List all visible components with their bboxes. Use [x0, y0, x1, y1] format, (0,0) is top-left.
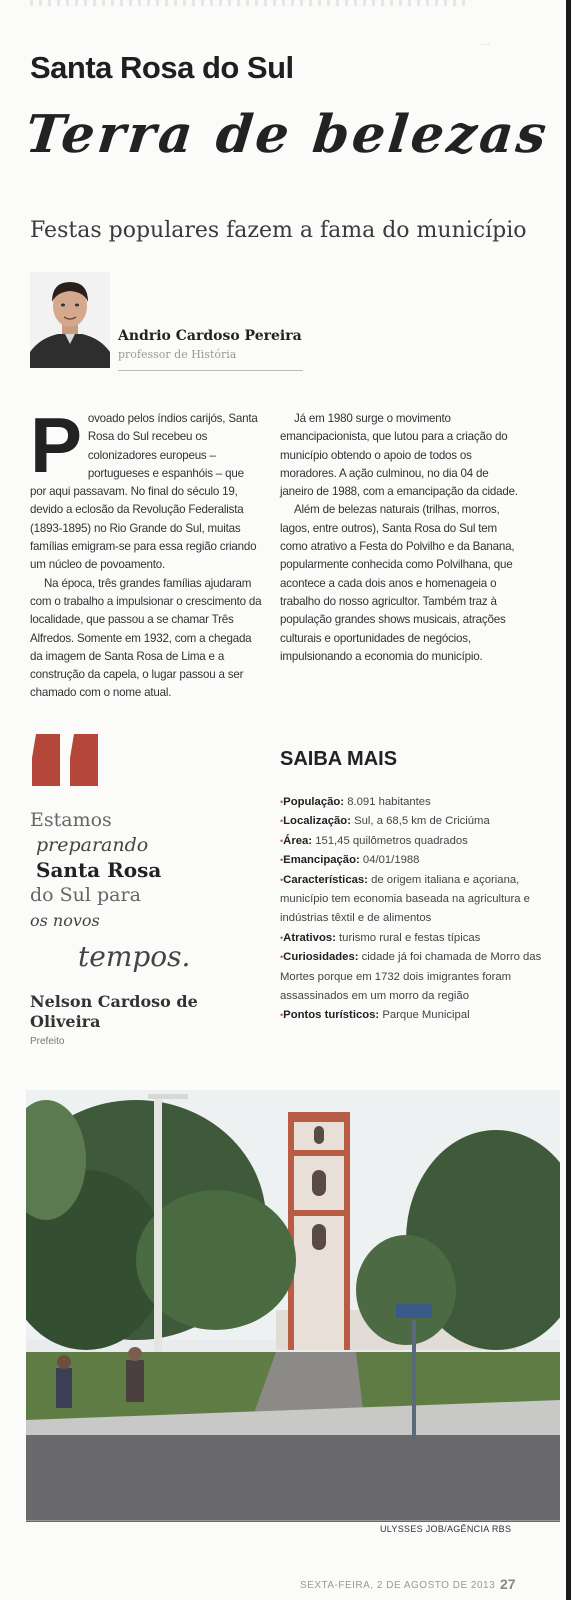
print-specks: ·· ·· — [480, 42, 490, 48]
quote-author: Nelson Cardoso de Oliveira — [30, 992, 198, 1031]
quote-line: Santa Rosa — [36, 858, 162, 882]
body-paragraph: Além de belezas naturais (trilhas, morros, lagos, entre outros), Santa Rosa do Sul tem como atrativo a Festa do Polvilho e da Banana, popularmente conhecida como Polvilhana, que acontece a cada dois anos e homenageia o trabalho do nosso agricultor. Também traz à população grandes shows musicais, atrações culturais e oportunidades de negócios, impulsionando a economia do município. — [280, 503, 515, 663]
author-name: Andrio Cardoso Pereira — [118, 328, 302, 344]
body-paragraph: Na época, três grandes famílias ajudaram com o trabalho a impulsionar o crescimento da localidade, que passou a se chamar Três Alfredos. Somente em 1932, com a chegada da imagem de Santa Rosa de Lima e a construção da capela, o lugar passou a ser chamado com o nome atual. — [30, 576, 262, 700]
pull-quote — [30, 808, 260, 975]
footer-date: SEXTA-FEIRA, 2 DE AGOSTO DE 2013 — [300, 1580, 496, 1591]
subhead: Festas populares fazem a fama do município — [30, 218, 527, 243]
kicker-title: Santa Rosa do Sul — [30, 50, 294, 85]
quote-author-role: Prefeito — [30, 1036, 65, 1047]
fact-item: • População: 8.091 habitantes — [280, 793, 542, 812]
photo-credit: ULYSSES JOB/AGÊNCIA RBS — [380, 1524, 512, 1534]
quote-line: tempos. — [78, 940, 191, 973]
print-noise — [30, 0, 470, 6]
body-paragraph: ovoado pelos índios carijós, Santa Rosa do Sul recebeu os colonizadores europeus – portugueses e espanhóis – que por aqui passavam. No final do século 19, devido a eclosão da Revolução Federalista (1893-1895) no Rio Grande do Sul, muitas famílias emigram-se para essa região criando um núcleo de povoamento. — [30, 412, 258, 572]
facts-list — [280, 793, 542, 1026]
fact-item: • Características: de origem italiana e açoriana, município tem economia baseada na agricultura e indústrias têxtil e de alimentos — [280, 871, 542, 929]
author-role: professor de História — [118, 348, 237, 361]
body-column-2 — [280, 410, 520, 666]
author-divider — [118, 370, 303, 371]
sidebar-title: SAIBA MAIS — [280, 748, 398, 770]
quote-mark-icon — [30, 730, 104, 790]
quote-line: preparando — [36, 834, 149, 856]
headline: Terra de belezas — [22, 104, 552, 165]
fact-item: • Pontos turísticos: Parque Municipal — [280, 1006, 542, 1025]
fact-item: • Curiosidades: cidade já foi chamada de Morro das Mortes porque em 1732 dois imigrantes foram assassinados em um morro da região — [280, 948, 542, 1006]
town-square-photo — [26, 1090, 560, 1522]
author-photo — [30, 272, 110, 368]
body-column-1 — [30, 401, 262, 703]
fact-item: • Localização: Sul, a 68,5 km de Criciúma — [280, 812, 542, 831]
page-number: 27 — [500, 1576, 516, 1592]
fact-item: • Área: 151,45 quilômetros quadrados — [280, 832, 542, 851]
drop-cap: P — [30, 401, 82, 489]
quote-line: os novos — [30, 911, 100, 930]
quote-line: Estamos — [30, 809, 112, 831]
fact-item: • Emancipação: 04/01/1988 — [280, 851, 542, 870]
page-edge-rule — [566, 0, 571, 1600]
body-paragraph: Já em 1980 surge o movimento emancipacionista, que lutou para a criação do município obtendo o apoio de todos os moradores. A ação culminou, no dia 04 de janeiro de 1988, com a emancipação da cidade. — [280, 412, 518, 499]
fact-item: • Atrativos: turismo rural e festas típicas — [280, 929, 542, 948]
quote-line: do Sul para — [30, 884, 141, 906]
photo-bottom-rule — [26, 1520, 560, 1521]
